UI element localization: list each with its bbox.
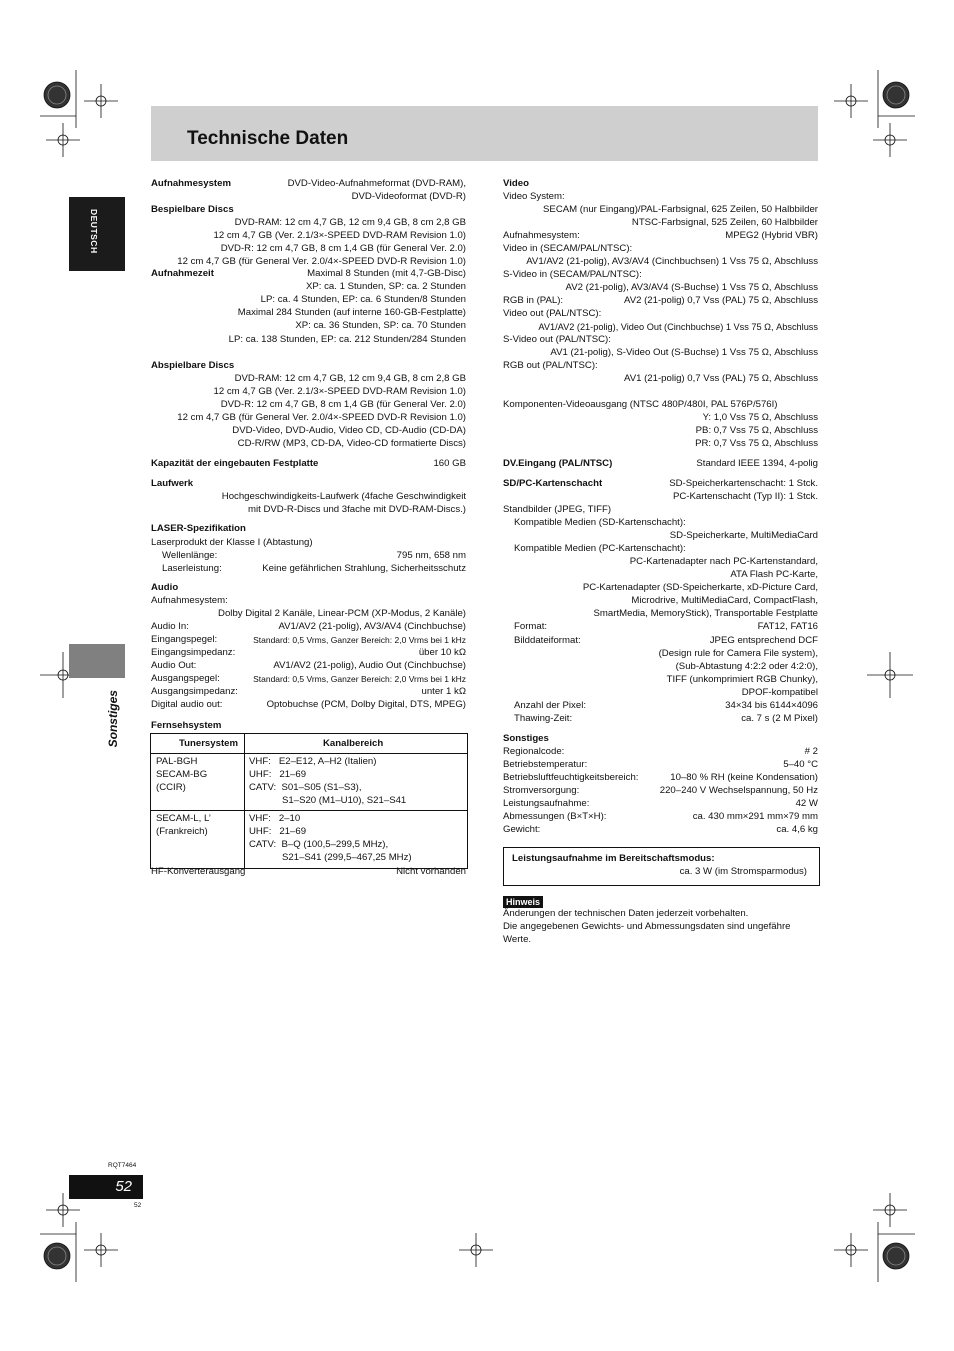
spec-label: HF-Konverterausgang bbox=[151, 866, 246, 877]
box-value: ca. 3 W (im Stromsparmodus) bbox=[679, 866, 807, 877]
spec-value: SECAM (nur Eingang)/PAL-Farbsignal, 625 Zeilen, 50 Halbbilder bbox=[543, 204, 818, 215]
doc-code: RQT7464 bbox=[108, 1162, 137, 1169]
spec-label: Anzahl der Pixel: bbox=[514, 700, 586, 711]
table-cell: VHF: E2–E12, A–H2 (Italien) bbox=[249, 756, 377, 767]
spec-value: FAT12, FAT16 bbox=[757, 621, 818, 632]
spec-label: Bilddateiformat: bbox=[514, 635, 581, 646]
spec-value: 12 cm 4,7 GB (für General Ver. 2.0/4×-SPEED DVD-R Revision 1.0) bbox=[177, 412, 466, 423]
spec-value: PC-Kartenschacht (Typ II): 1 Stck. bbox=[672, 491, 818, 502]
spec-text: Laserprodukt der Klasse I (Abtastung) bbox=[151, 537, 313, 548]
spec-label: Betriebstemperatur: bbox=[503, 759, 588, 770]
spec-label: RGB in (PAL): bbox=[503, 295, 564, 306]
spec-value: Optobuchse (PCM, Dolby Digital, DTS, MPEG) bbox=[266, 699, 466, 710]
spec-value: Standard: 0,5 Vrms, Ganzer Bereich: 2,0 Vrms bei 1 kHz bbox=[253, 674, 466, 684]
spec-value: 220–240 V Wechselspannung, 50 Hz bbox=[659, 785, 818, 796]
spec-label: Komponenten-Videoausgang (NTSC 480P/480I, PAL 576P/576I) bbox=[503, 399, 778, 410]
spec-label: LASER-Spezifikation bbox=[151, 523, 246, 534]
table-cell: S21–S41 (299,5–467,25 MHz) bbox=[282, 852, 412, 863]
spec-label: Audio In: bbox=[151, 621, 189, 632]
spec-value: DVD-RAM: 12 cm 4,7 GB, 12 cm 9,4 GB, 8 cm 2,8 GB bbox=[234, 217, 466, 228]
spec-value: DVD-Videoformat (DVD-R) bbox=[351, 191, 466, 202]
spec-label: Audio Out: bbox=[151, 660, 197, 671]
spec-label: Abspielbare Discs bbox=[151, 360, 235, 371]
spec-value: PB: 0,7 Vss 75 Ω, Abschluss bbox=[695, 425, 818, 436]
spec-value: 34×34 bis 6144×4096 bbox=[725, 700, 818, 711]
page-number-box bbox=[69, 1175, 143, 1199]
spec-label: Ausgangsimpedanz: bbox=[151, 686, 238, 697]
spec-value: PR: 0,7 Vss 75 Ω, Abschluss bbox=[695, 438, 818, 449]
spec-label: Eingangspegel: bbox=[151, 634, 218, 645]
spec-label: Eingangsimpedanz: bbox=[151, 647, 236, 658]
table-divider bbox=[151, 753, 467, 754]
spec-value: XP: ca. 1 Stunden, SP: ca. 2 Stunden bbox=[305, 281, 466, 292]
spec-label: Wellenlänge: bbox=[162, 550, 218, 561]
table-cell: SECAM-L, L’ bbox=[156, 813, 211, 824]
spec-label: Bespielbare Discs bbox=[151, 204, 234, 215]
spec-label: Ausgangspegel: bbox=[151, 673, 220, 684]
table-cell: (CCIR) bbox=[156, 782, 186, 793]
spec-label: RGB out (PAL/NTSC): bbox=[503, 360, 598, 371]
table-cell: (Frankreich) bbox=[156, 826, 208, 837]
table-header-kanal: Kanalbereich bbox=[323, 738, 384, 749]
language-tab-label: DEUTSCH bbox=[89, 209, 99, 254]
spec-label: Video bbox=[503, 178, 529, 189]
spec-value: mit DVD-R-Discs und 3fache mit DVD-RAM-Discs.) bbox=[247, 504, 466, 515]
spec-label: Standbilder (JPEG, TIFF) bbox=[503, 504, 612, 515]
spec-value: Nicht vorhanden bbox=[396, 866, 466, 877]
spec-value: LP: ca. 138 Stunden, EP: ca. 212 Stunden/284 Stunden bbox=[228, 334, 466, 345]
spec-value: ca. 4,6 kg bbox=[776, 824, 818, 835]
spec-label: Digital audio out: bbox=[151, 699, 223, 710]
table-cell: UHF: 21–69 bbox=[249, 769, 307, 780]
spec-label: Leistungsaufnahme: bbox=[503, 798, 590, 809]
tv-system-table bbox=[150, 733, 468, 869]
spec-value: ATA Flash PC-Karte, bbox=[730, 569, 818, 580]
spec-label: Aufnahmesystem: bbox=[503, 230, 580, 241]
table-cell: CATV: S01–S05 (S1–S3), bbox=[249, 782, 362, 793]
spec-value: 795 nm, 658 nm bbox=[396, 550, 466, 561]
spec-label: Fernsehsystem bbox=[151, 720, 222, 731]
spec-value: TIFF (unkomprimiert RGB Chunky), bbox=[666, 674, 818, 685]
spec-label: Regionalcode: bbox=[503, 746, 565, 757]
page-number: 52 bbox=[115, 1178, 132, 1195]
spec-label: Laserleistung: bbox=[162, 563, 222, 574]
spec-label: Video System: bbox=[503, 191, 565, 202]
table-cell: VHF: 2–10 bbox=[249, 813, 301, 824]
table-cell: UHF: 21–69 bbox=[249, 826, 307, 837]
spec-value: DVD-R: 12 cm 4,7 GB, 8 cm 1,4 GB (für General Ver. 2.0) bbox=[220, 243, 466, 254]
spec-value: ca. 7 s (2 M Pixel) bbox=[741, 713, 818, 724]
section-label: Sonstiges bbox=[106, 690, 120, 748]
spec-label: Kompatible Medien (SD-Kartenschacht): bbox=[514, 517, 686, 528]
spec-label: DV.Eingang (PAL/NTSC) bbox=[503, 458, 613, 469]
spec-label: Thawing-Zeit: bbox=[514, 713, 573, 724]
spec-value: DVD-Video-Aufnahmeformat (DVD-RAM), bbox=[287, 178, 466, 189]
spec-value: Standard IEEE 1394, 4-polig bbox=[696, 458, 818, 469]
spec-label: Format: bbox=[514, 621, 548, 632]
spec-label: Gewicht: bbox=[503, 824, 541, 835]
spec-value: 42 W bbox=[795, 798, 818, 809]
spec-value: MPEG2 (Hybrid VBR) bbox=[725, 230, 818, 241]
spec-value: AV1 (21-polig) 0,7 Vss (PAL) 75 Ω, Abschluss bbox=[624, 373, 818, 384]
spec-value: Maximal 284 Stunden (auf interne 160-GB-Festplatte) bbox=[237, 307, 466, 318]
table-cell: SECAM-BG bbox=[156, 769, 208, 780]
spec-value: Dolby Digital 2 Kanäle, Linear-PCM (XP-Modus, 2 Kanäle) bbox=[218, 608, 466, 619]
spec-value: AV1/AV2 (21-polig), AV3/AV4 (Cinchbuchse) bbox=[278, 621, 466, 632]
spec-label: Laufwerk bbox=[151, 478, 194, 489]
spec-value: 5–40 °C bbox=[783, 759, 818, 770]
spec-value: Keine gefährlichen Strahlung, Sicherheitsschutz bbox=[262, 563, 466, 574]
spec-value: XP: ca. 36 Stunden, SP: ca. 70 Stunden bbox=[295, 320, 466, 331]
table-header-tuner: Tunersystem bbox=[179, 738, 239, 749]
spec-value: Microdrive, MultiMediaCard, CompactFlash, bbox=[631, 595, 818, 606]
spec-value: unter 1 kΩ bbox=[421, 686, 466, 697]
table-cell: S1–S20 (M1–U10), S21–S41 bbox=[282, 795, 407, 806]
spec-value: PC-Kartenadapter nach PC-Kartenstandard, bbox=[629, 556, 818, 567]
table-column-divider bbox=[244, 734, 245, 868]
page-title: Technische Daten bbox=[187, 128, 349, 149]
spec-value: 12 cm 4,7 GB (Ver. 2.1/3×-SPEED DVD-RAM Revision 1.0) bbox=[213, 230, 466, 241]
note-badge: Hinweis bbox=[503, 896, 543, 908]
spec-label: Abmessungen (B×T×H): bbox=[503, 811, 607, 822]
table-divider bbox=[151, 810, 467, 811]
spec-label: Kapazität der eingebauten Festplatte bbox=[151, 458, 319, 469]
section-tab bbox=[69, 644, 125, 678]
spec-value: LP: ca. 4 Stunden, EP: ca. 6 Stunden/8 Stunden bbox=[260, 294, 466, 305]
spec-value: Maximal 8 Stunden (mit 4,7-GB-Disc) bbox=[307, 268, 466, 279]
spec-value: AV1/AV2 (21-polig), Video Out (Cinchbuchse) 1 Vss 75 Ω, Abschluss bbox=[538, 322, 818, 332]
note-text: Änderungen der technischen Daten jederzeit vorbehalten. bbox=[503, 908, 749, 919]
spec-value: 160 GB bbox=[433, 458, 466, 469]
spec-label: Aufnahmezeit bbox=[151, 268, 214, 279]
note-text: Die angegebenen Gewichts- und Abmessungsdaten sind ungefähre bbox=[503, 921, 791, 932]
spec-value: JPEG entsprechend DCF bbox=[709, 635, 818, 646]
spec-value: AV1/AV2 (21-polig), Audio Out (Cinchbuchse) bbox=[273, 660, 466, 671]
spec-label: Betriebsluftfeuchtigkeitsbereich: bbox=[503, 772, 639, 783]
spec-value: NTSC-Farbsignal, 525 Zeilen, 60 Halbbilder bbox=[631, 217, 818, 228]
spec-value: CD-R/RW (MP3, CD-DA, Video-CD formatierte Discs) bbox=[237, 438, 466, 449]
spec-label: S-Video out (PAL/NTSC): bbox=[503, 334, 611, 345]
spec-value: 12 cm 4,7 GB (Ver. 2.1/3×-SPEED DVD-RAM Revision 1.0) bbox=[213, 386, 466, 397]
spec-value: Y: 1,0 Vss 75 Ω, Abschluss bbox=[702, 412, 818, 423]
spec-value: ca. 430 mm×291 mm×79 mm bbox=[692, 811, 818, 822]
spec-value: DPOF-kompatibel bbox=[741, 687, 818, 698]
spec-value: 12 cm 4,7 GB (für General Ver. 2.0/4×-SPEED DVD-R Revision 1.0) bbox=[177, 256, 466, 267]
spec-label: SD/PC-Kartenschacht bbox=[503, 478, 603, 489]
spec-label: Sonstiges bbox=[503, 733, 549, 744]
spec-value: (Sub-Abtastung 4:2:2 oder 4:2:0), bbox=[675, 661, 818, 672]
spec-label: Aufnahmesystem: bbox=[151, 595, 228, 606]
spec-value: 10–80 % RH (keine Kondensation) bbox=[670, 772, 818, 783]
spec-label: Audio bbox=[151, 582, 179, 593]
spec-value: AV1/AV2 (21-polig), AV3/AV4 (Cinchbuchsen) 1 Vss 75 Ω, Abschluss bbox=[526, 256, 818, 267]
spec-value: SmartMedia, MemoryStick), Transportable Festplatte bbox=[593, 608, 818, 619]
spec-value: über 10 kΩ bbox=[418, 647, 466, 658]
spec-value: SD-Speicherkarte, MultiMediaCard bbox=[669, 530, 818, 541]
language-tab bbox=[69, 197, 125, 271]
spec-label: Stromversorgung: bbox=[503, 785, 580, 796]
spec-value: (Design rule for Camera File system), bbox=[658, 648, 818, 659]
spec-value: DVD-R: 12 cm 4,7 GB, 8 cm 1,4 GB (für General Ver. 2.0) bbox=[220, 399, 466, 410]
table-cell: CATV: B–Q (100,5–299,5 MHz), bbox=[249, 839, 389, 850]
spec-label: Aufnahmesystem bbox=[151, 178, 231, 189]
footer-small-number: 52 bbox=[134, 1202, 142, 1209]
spec-label: S-Video in (SECAM/PAL/NTSC): bbox=[503, 269, 642, 280]
spec-value: DVD-Video, DVD-Audio, Video CD, CD-Audio (CD-DA) bbox=[232, 425, 466, 436]
spec-value: AV2 (21-polig), AV3/AV4 (S-Buchse) 1 Vss 75 Ω, Abschluss bbox=[565, 282, 818, 293]
spec-value: # 2 bbox=[804, 746, 818, 757]
spec-value: Standard: 0,5 Vrms, Ganzer Bereich: 2,0 Vrms bei 1 kHz bbox=[253, 635, 466, 645]
spec-value: Hochgeschwindigkeits-Laufwerk (4fache Geschwindigkeit bbox=[221, 491, 466, 502]
box-label: Leistungsaufnahme im Bereitschaftsmodus: bbox=[512, 853, 715, 864]
spec-value: PC-Kartenadapter (SD-Speicherkarte, xD-Picture Card, bbox=[582, 582, 818, 593]
spec-value: AV2 (21-polig) 0,7 Vss (PAL) 75 Ω, Abschluss bbox=[624, 295, 818, 306]
table-cell: PAL-BGH bbox=[156, 756, 198, 767]
spec-label: Video out (PAL/NTSC): bbox=[503, 308, 602, 319]
spec-label: Video in (SECAM/PAL/NTSC): bbox=[503, 243, 633, 254]
spec-label: Kompatible Medien (PC-Kartenschacht): bbox=[514, 543, 686, 554]
standby-power-box bbox=[503, 847, 820, 886]
spec-value: SD-Speicherkartenschacht: 1 Stck. bbox=[669, 478, 818, 489]
spec-value: DVD-RAM: 12 cm 4,7 GB, 12 cm 9,4 GB, 8 cm 2,8 GB bbox=[234, 373, 466, 384]
note-text: Werte. bbox=[503, 934, 532, 945]
spec-value: AV1 (21-polig), S-Video Out (S-Buchse) 1 Vss 75 Ω, Abschluss bbox=[550, 347, 818, 358]
